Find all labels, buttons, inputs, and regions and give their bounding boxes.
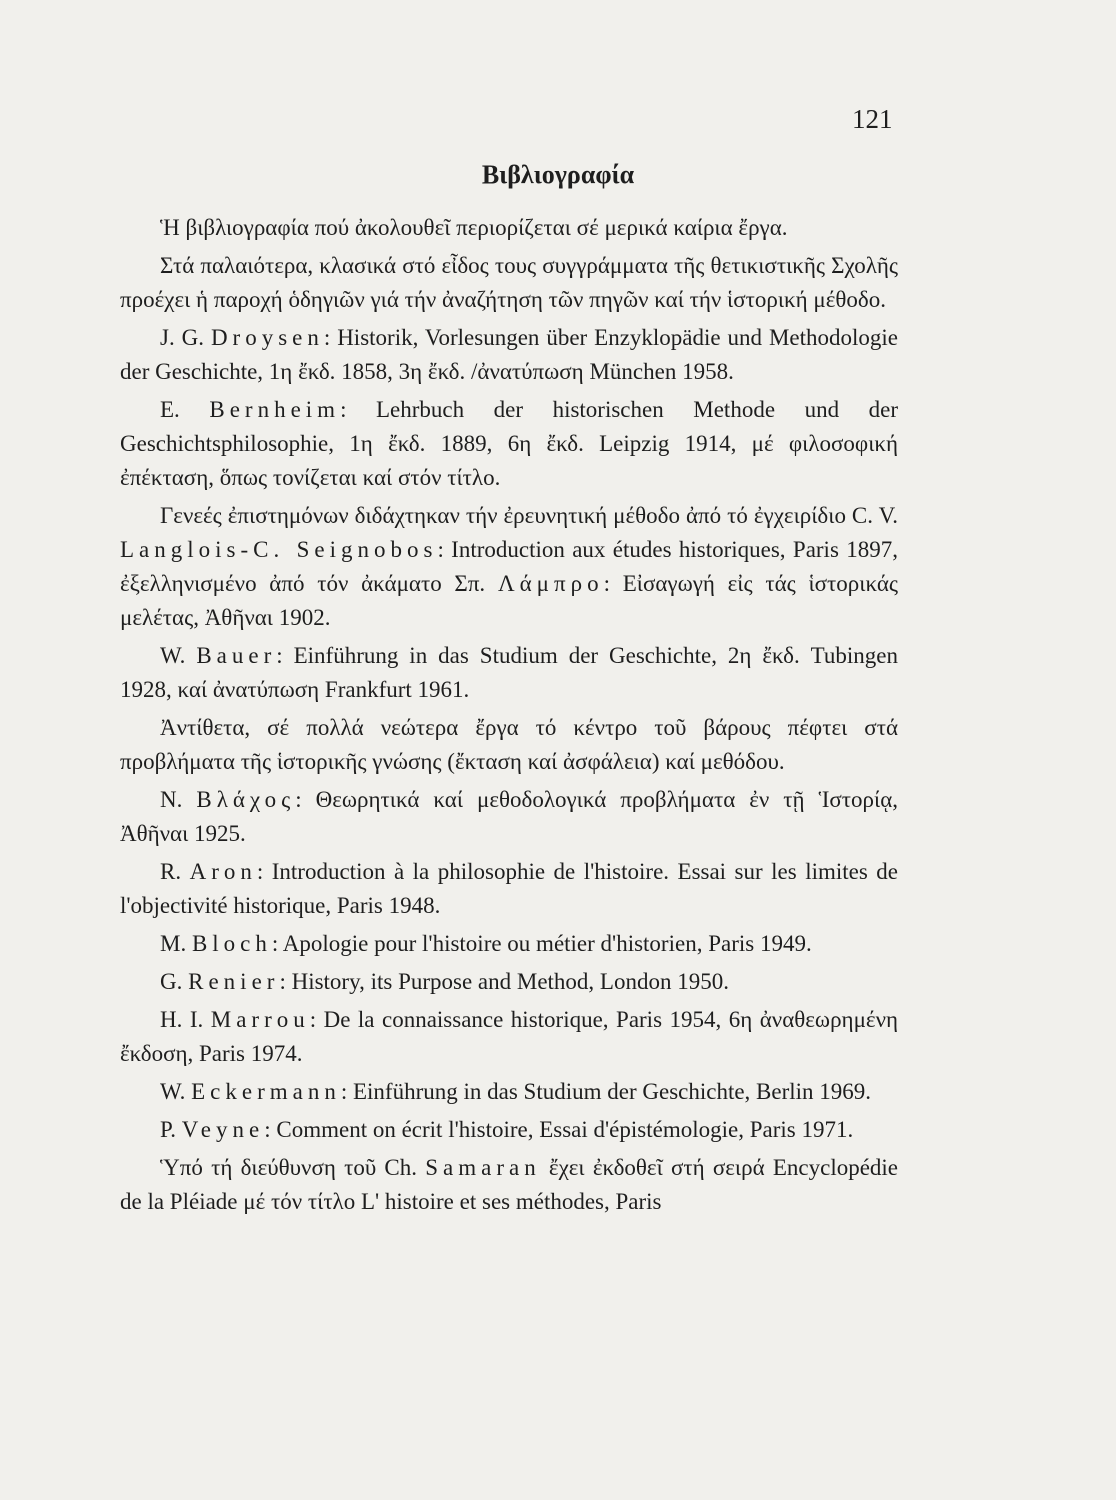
- entry-text: : Introduction à la philosophie de l'histoire. Essai sur les limites de l'objectivité historique, Paris 1948.: [120, 859, 899, 918]
- bibliography-entry: [120, 499, 898, 635]
- author-initials: N.: [160, 787, 183, 812]
- entry-text: : Historik, Vorlesungen über Enzyklopädie und Methodologie der Geschichte, 1η ἔκδ. 1858, 3η ἔκδ. /ἀνατύπωση München 1958.: [120, 325, 899, 384]
- bibliography-heading: Βιβλιογραφία: [481, 160, 635, 189]
- author-initials: R.: [160, 859, 182, 884]
- entry-text: : History, its Purpose and Method, London 1950.: [279, 969, 729, 994]
- entry-text: : Θεωρητικά καί μεθοδολογικά προβλήματα ἐν τῇ Ἱστορίᾳ, Ἀθῆναι 1925.: [120, 787, 898, 846]
- paragraph-text: Ἡ βιβλιογραφία πού ἀκολουθεῖ περιορίζεται σέ μερικά καίρια ἔργα.: [160, 215, 788, 240]
- paragraph-text: Στά παλαιότερα, κλασικά στό εἶδος τους συγγράμματα τῆς θετικιστικῆς Σχολῆς προέχει ἡ παροχή ὁδηγιῶν γιά τήν ἀναζήτηση τῶν πηγῶν καί τήν ἱστορική μέθοδο.: [120, 253, 898, 312]
- author-initials: M.: [160, 931, 187, 956]
- bibliography-entry: [120, 321, 898, 389]
- author-initials: J. G.: [160, 325, 204, 350]
- bibliography-entry: [120, 927, 898, 961]
- bibliography-entry: [120, 965, 898, 999]
- author-name: Bloch: [191, 931, 272, 956]
- author-initials: W.: [160, 643, 186, 668]
- bibliography-entry: [120, 1003, 898, 1071]
- author-initials: G.: [160, 969, 183, 994]
- entry-lead: Ὑπό τή διεύθυνση τοῦ Ch.: [160, 1155, 418, 1180]
- bibliography-entry: [120, 855, 898, 923]
- bibliography-entry: [120, 393, 898, 495]
- author-name: Marrou: [210, 1007, 310, 1032]
- intro-paragraph: [120, 211, 898, 245]
- bibliography-entry: [120, 1113, 898, 1147]
- author-name: Samaran: [425, 1155, 541, 1180]
- author-name: Eckermann: [191, 1079, 341, 1104]
- bibliography-body: [120, 211, 898, 1223]
- bibliography-entry: [120, 1075, 898, 1109]
- entry-text: : Comment on écrit l'histoire, Essai d'épistémologie, Paris 1971.: [264, 1117, 854, 1142]
- entry-text: : Εἰσαγωγή εἰς τάς ἱστορικάς μελέτας, Ἀθῆναι 1902.: [120, 571, 899, 630]
- author-initials: W.: [160, 1079, 186, 1104]
- entry-lead: Γενεές ἐπιστημόνων διδάχτηκαν τήν ἐρευνητική μέθοδο ἀπό τό ἐγχειρίδιο C. V.: [160, 503, 898, 528]
- entry-text: : Einführung in das Studium der Geschichte, Berlin 1969.: [340, 1079, 872, 1104]
- bibliography-entry: [120, 783, 898, 851]
- entry-text: : Lehrbuch der historischen Methode und der Geschichtsphilosophie, 1η ἔκδ. 1889, 6η ἔκδ. Leipzig 1914, μέ φιλοσοφική ἐπέκταση, ὅπως τονίζεται καί στόν τίτλο.: [120, 397, 898, 490]
- bibliography-entry: [120, 639, 898, 707]
- entry-text: : Apologie pour l'histoire ou métier d'historien, Paris 1949.: [271, 931, 812, 956]
- author-name: Bauer: [196, 643, 277, 668]
- author-name: Droysen: [210, 325, 324, 350]
- author-initials: H. I.: [160, 1007, 204, 1032]
- entry-text: : Einführung in das Studium der Geschichte, 2η ἔκδ. Tubingen 1928, καί ἀνατύπωση Frankfurt 1961.: [120, 643, 899, 702]
- author-name: Aron: [189, 859, 257, 884]
- entry-text: : De la connaissance historique, Paris 1954, 6η ἀναθεωρημένη ἔκδοση, Paris 1974.: [120, 1007, 898, 1066]
- author-name: Βλάχος: [196, 787, 296, 812]
- modern-works-paragraph: [120, 711, 898, 779]
- bibliography-entry: [120, 1151, 898, 1219]
- entry-text: : Introduction aux études historiques, Paris 1897, ἐξελληνισμένο ἀπό τόν ἀκάματο Σπ.: [120, 537, 898, 596]
- author-initials: P.: [160, 1117, 176, 1142]
- paragraph-text: Ἀντίθετα, σέ πολλά νεώτερα ἔργα τό κέντρο τοῦ βάρους πέφτει στά προβλήματα τῆς ἱστορικῆς γνώσης (ἔκταση καί ἀσφάλεια) καί μεθόδου.: [120, 715, 898, 774]
- author-name: Renier: [188, 969, 280, 994]
- author-name: Langlois-C. Seignobos: [120, 537, 438, 562]
- author-name: Veyne: [181, 1117, 265, 1142]
- author-name: Λάμπρο: [497, 571, 604, 596]
- positivist-paragraph: [120, 249, 898, 317]
- author-initials: E.: [160, 397, 180, 422]
- entry-text: ἔχει ἐκδοθεῖ στή σειρά Encyclopédie de la Pléiade μέ τόν τίτλο L' histoire et ses méthodes, Paris: [120, 1155, 899, 1214]
- page-number: 121: [852, 104, 893, 134]
- author-name: Bernheim: [209, 397, 341, 422]
